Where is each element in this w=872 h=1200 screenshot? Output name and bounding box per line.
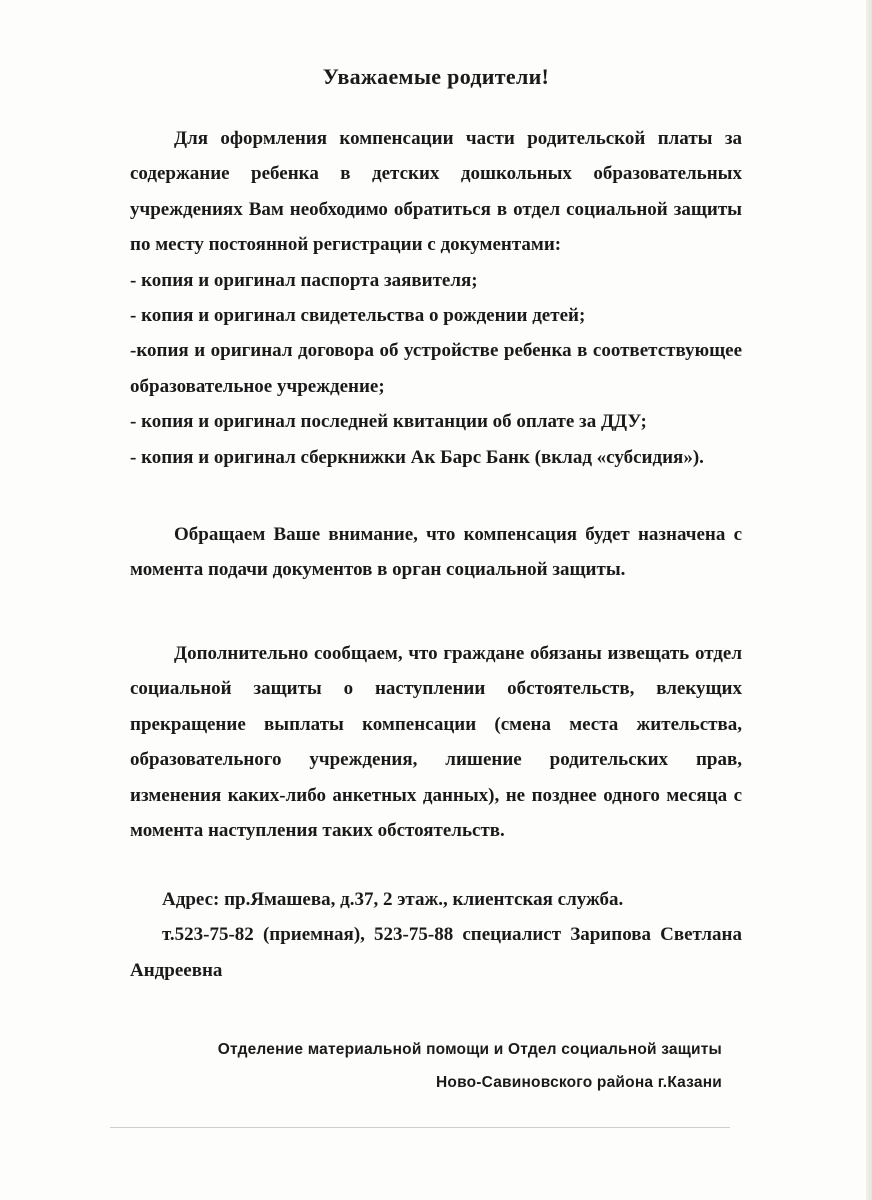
notice-section <box>130 517 742 588</box>
list-item-receipt: - копия и оригинал последней квитанции об оплате за ДДУ; <box>130 411 647 433</box>
scan-artifact-line <box>110 1127 730 1128</box>
signature-line-district: Ново-Савиновского района г.Казани <box>436 1074 722 1091</box>
scan-edge-shadow <box>866 0 872 1200</box>
contacts-section <box>130 882 742 988</box>
address-line: Адрес: пр.Ямашева, д.37, 2 этаж., клиентская служба. <box>162 889 624 910</box>
additional-section <box>130 636 742 848</box>
list-item-contract: -копия и оригинал договора об устройстве ребенка в соответствующее образовательное учреждение; <box>130 340 742 397</box>
notice-paragraph: Обращаем Ваше внимание, что компенсация будет назначена с момента подачи документов в орган социальной защиты. <box>130 524 742 581</box>
signature-block <box>218 1033 722 1099</box>
list-item-birth-certificate: - копия и оригинал свидетельства о рождении детей; <box>130 305 586 327</box>
signature-line-department: Отделение материальной помощи и Отдел социальной защиты <box>217 1041 722 1058</box>
list-item-passport: - копия и оригинал паспорта заявителя; <box>130 269 478 291</box>
document-title: Уважаемые родители! <box>322 64 550 89</box>
documents-section <box>130 121 742 475</box>
list-item-savings-book: - копия и оригинал сберкнижки Ак Барс Банк (вклад «субсидия»). <box>130 446 704 468</box>
phones-paragraph: т.523-75-82 (приемная), 523-75-88 специалист Зарипова Светлана Андреевна <box>130 924 742 981</box>
intro-paragraph: Для оформления компенсации части родительской платы за содержание ребенка в детских дошкольных образовательных учреждениях Вам необходимо обратиться в отдел социальной защиты по месту постоянной регистрации с документами: <box>130 128 742 256</box>
additional-paragraph: Дополнительно сообщаем, что граждане обязаны извещать отдел социальной защиты о наступлении обстоятельств, влекущих прекращение выплаты компенсации (смена места жительства, образовательного учреждения, лишение родительских прав, изменения каких-либо анкетных данных), не позднее одного месяца с момента наступления таких обстоятельств. <box>130 643 742 842</box>
